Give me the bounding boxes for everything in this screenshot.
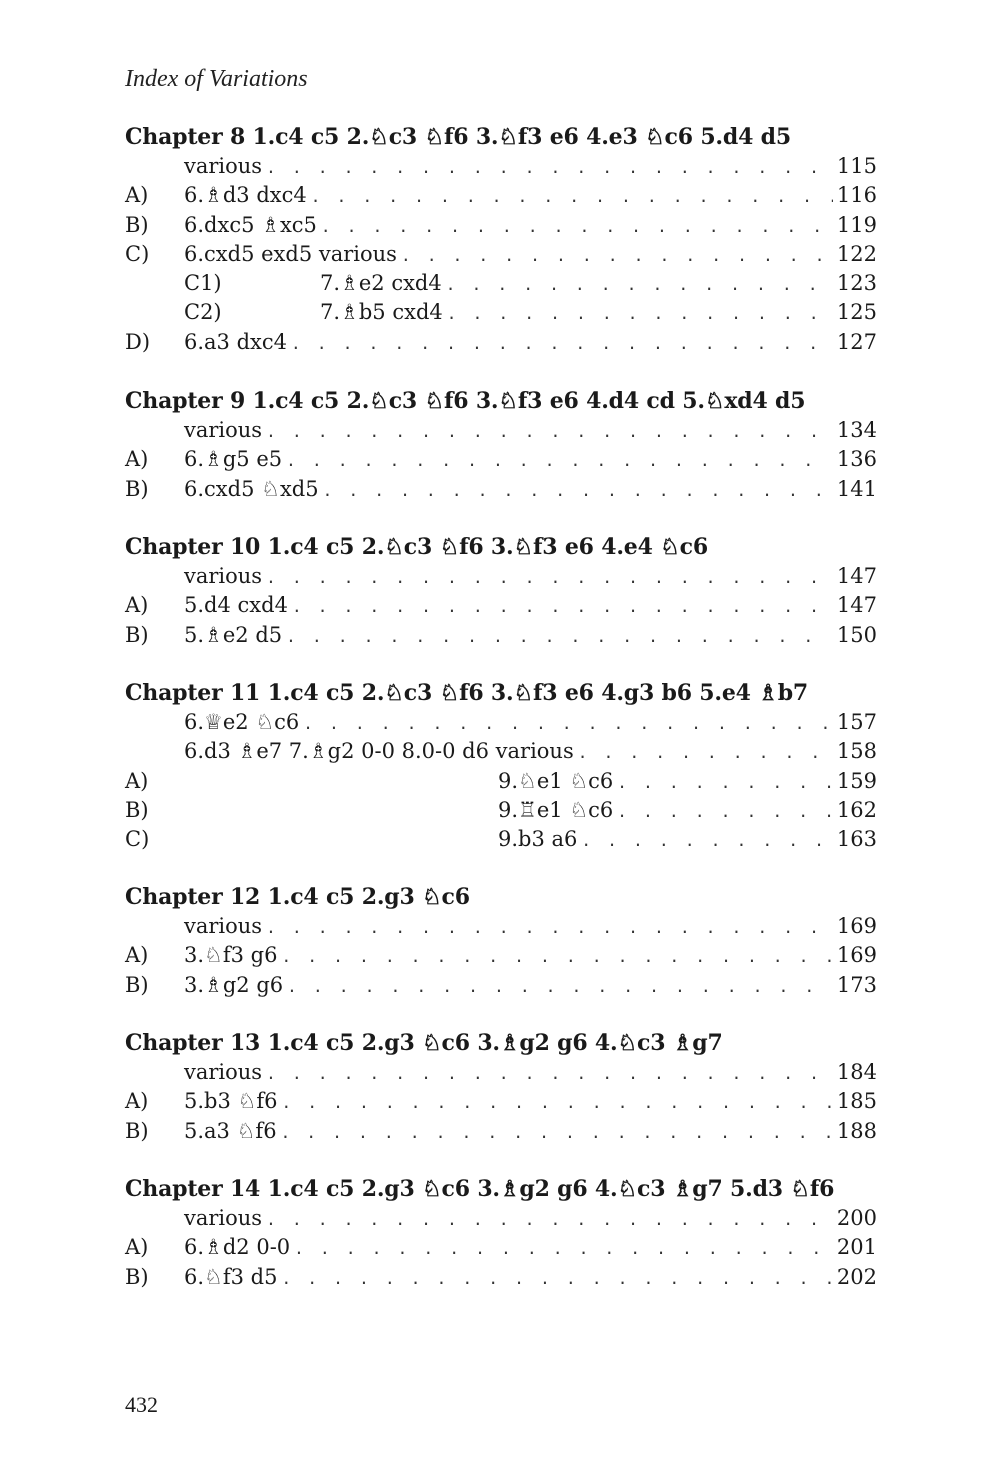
- entry-line: [184, 737, 877, 767]
- move-sequence: various: [184, 1206, 263, 1230]
- index-entry: [125, 152, 877, 181]
- variation-letter: A): [125, 1089, 149, 1114]
- variation-letter: A): [125, 447, 149, 472]
- move-sequence: 6.a3 dxc4: [184, 329, 288, 354]
- dot-leader: [281, 1088, 832, 1117]
- index-entry: [125, 181, 877, 210]
- move-sequence: 6.♗d2 0-0: [184, 1235, 291, 1260]
- index-entry: [125, 328, 877, 357]
- page-reference: 150: [836, 622, 877, 647]
- page-reference: 147: [836, 564, 877, 588]
- dot-leader: [281, 1118, 833, 1147]
- dot-leader: [266, 417, 833, 446]
- entry-line: [184, 1204, 877, 1234]
- chapter-heading: Chapter 13 1.c4 c5 2.g3 ♘c6 3.♗g2 g6 4.♘c3 ♗g7: [125, 1030, 723, 1056]
- entry-line: [498, 767, 877, 797]
- dot-leader: [286, 446, 833, 475]
- entry-line: [184, 971, 877, 1001]
- dot-leader: [321, 212, 833, 241]
- index-entry: [125, 737, 877, 766]
- entry-line: [184, 1058, 877, 1088]
- dot-leader: [578, 738, 833, 767]
- dot-leader: [292, 592, 833, 621]
- index-entry: [125, 562, 877, 591]
- entry-line: [184, 1087, 877, 1117]
- page-reference: 169: [836, 943, 877, 968]
- move-sequence: 6.d3 ♗e7 7.♗g2 0-0 8.0-0 d6 various: [184, 739, 574, 764]
- page-reference: 136: [836, 447, 877, 472]
- page-reference: 116: [836, 183, 877, 208]
- chapter-heading: Chapter 11 1.c4 c5 2.♘c3 ♘f6 3.♘f3 e6 4.g3 b6 5.e4 ♗b7: [125, 680, 809, 706]
- move-sequence: various: [184, 564, 263, 588]
- entry-line: [184, 445, 877, 475]
- sub-variation-label: C1): [184, 271, 222, 296]
- index-entry: [125, 941, 877, 970]
- variation-letter: A): [125, 768, 149, 793]
- move-sequence: various: [184, 1060, 263, 1084]
- page-reference: 159: [836, 768, 877, 793]
- dot-leader: [281, 1264, 832, 1293]
- chapter-section: [125, 532, 877, 650]
- index-entry: [125, 1204, 877, 1233]
- dot-leader: [266, 563, 833, 592]
- index-entry: [125, 825, 877, 854]
- index-entry: [125, 416, 877, 445]
- move-sequence: 6.dxc5 ♗xc5: [184, 212, 317, 237]
- entry-line: [184, 211, 877, 241]
- move-sequence: 7.♗b5 cxd4: [320, 300, 443, 325]
- index-entry: [125, 1263, 877, 1292]
- page-reference: 200: [836, 1206, 877, 1230]
- entry-line: [184, 562, 877, 592]
- dot-leader: [286, 622, 833, 651]
- chapter-heading: Chapter 10 1.c4 c5 2.♘c3 ♘f6 3.♘f3 e6 4.e4 ♘c6: [125, 534, 708, 560]
- page-reference: 115: [836, 154, 877, 178]
- move-sequence: 5.d4 cxd4: [184, 593, 288, 618]
- move-sequence: 5.b3 ♘f6: [184, 1089, 278, 1114]
- index-entry: [125, 240, 877, 269]
- index-entry: [125, 971, 877, 1000]
- variation-letter: D): [125, 329, 151, 354]
- page-reference: 184: [836, 1060, 877, 1084]
- page-reference: 119: [836, 212, 877, 237]
- entry-line: [184, 941, 877, 971]
- dot-leader: [401, 241, 833, 270]
- dot-leader: [617, 768, 833, 797]
- move-sequence: 9.♘e1 ♘c6: [498, 768, 614, 793]
- variation-letter: B): [125, 1264, 149, 1289]
- entry-line: [184, 475, 877, 505]
- index-entry: [125, 1058, 877, 1087]
- move-sequence: 5.♗e2 d5: [184, 622, 283, 647]
- entry-line: [184, 416, 877, 446]
- index-entry: [125, 591, 877, 620]
- page-reference: 127: [836, 329, 877, 354]
- dot-leader: [294, 1234, 833, 1263]
- move-sequence: 3.♗g2 g6: [184, 972, 284, 997]
- dot-leader: [447, 299, 833, 328]
- move-sequence: various: [184, 418, 263, 442]
- chapter-heading: Chapter 8 1.c4 c5 2.♘c3 ♘f6 3.♘f3 e6 4.e3 ♘c6 5.d4 d5: [125, 124, 791, 150]
- index-entry: [125, 211, 877, 240]
- chapter-heading: Chapter 9 1.c4 c5 2.♘c3 ♘f6 3.♘f3 e6 4.d4 cd 5.♘xd4 d5: [125, 388, 806, 414]
- variation-letter: B): [125, 972, 149, 997]
- dot-leader: [266, 1205, 833, 1234]
- variation-letter: A): [125, 943, 149, 968]
- variation-letter: B): [125, 1118, 149, 1143]
- chapter-section: [125, 1028, 877, 1146]
- index-entry: [125, 445, 877, 474]
- page-reference: 188: [836, 1118, 877, 1143]
- index-entry: [125, 796, 877, 825]
- index-entry: [125, 298, 877, 327]
- move-sequence: 5.a3 ♘f6: [184, 1118, 277, 1143]
- variation-letter: C): [125, 241, 150, 266]
- variation-letter: B): [125, 797, 149, 822]
- move-sequence: various: [184, 914, 263, 938]
- chapter-section: [125, 882, 877, 1000]
- variation-letter: B): [125, 212, 149, 237]
- chapter-section: [125, 386, 877, 504]
- dot-leader: [303, 709, 833, 738]
- index-entry: [125, 269, 877, 298]
- entry-line: [184, 621, 877, 651]
- running-head: Index of Variations: [125, 66, 308, 92]
- move-sequence: 9.♖e1 ♘c6: [498, 797, 614, 822]
- move-sequence: various: [184, 154, 263, 178]
- chapter-heading: Chapter 14 1.c4 c5 2.g3 ♘c6 3.♗g2 g6 4.♘c3 ♗g7 5.d3 ♘f6: [125, 1176, 835, 1202]
- page-reference: 158: [836, 739, 877, 764]
- dot-leader: [311, 182, 833, 211]
- page-reference: 185: [836, 1089, 877, 1114]
- chapter-section: [125, 678, 877, 854]
- entry-line: [184, 240, 877, 270]
- move-sequence: 7.♗e2 cxd4: [320, 271, 442, 296]
- page-reference: 141: [836, 476, 877, 501]
- dot-leader: [266, 913, 833, 942]
- index-entry: [125, 1087, 877, 1116]
- page-reference: 157: [836, 710, 877, 734]
- variation-letter: A): [125, 1235, 149, 1260]
- dot-leader: [446, 270, 833, 299]
- entry-line: [184, 1233, 877, 1263]
- entry-line: [184, 591, 877, 621]
- move-sequence: 6.♗g5 e5: [184, 447, 283, 472]
- entry-line: [184, 328, 877, 358]
- move-sequence: 6.cxd5 exd5 various: [184, 241, 397, 266]
- page-reference: 201: [836, 1235, 877, 1260]
- move-sequence: 6.♘f3 d5: [184, 1264, 278, 1289]
- page-reference: 147: [836, 593, 877, 618]
- variation-letter: A): [125, 593, 149, 618]
- dot-leader: [287, 972, 833, 1001]
- chapter-section: [125, 122, 877, 357]
- move-sequence: 6.cxd5 ♘xd5: [184, 476, 319, 501]
- dot-leader: [323, 476, 833, 505]
- move-sequence: 6.♕e2 ♘c6: [184, 710, 300, 734]
- dot-leader: [281, 942, 832, 971]
- dot-leader: [291, 329, 833, 358]
- page-reference: 122: [836, 241, 877, 266]
- entry-line: [498, 825, 877, 855]
- dot-leader: [617, 797, 833, 826]
- sub-variation-label: C2): [184, 300, 222, 325]
- page-number: 432: [125, 1392, 158, 1417]
- variation-letter: B): [125, 476, 149, 501]
- entry-line: [320, 298, 877, 328]
- entry-line: [184, 1263, 877, 1293]
- entry-line: [184, 152, 877, 182]
- index-entry: [125, 912, 877, 941]
- index-entry: [125, 621, 877, 650]
- page-reference: 173: [836, 972, 877, 997]
- move-sequence: 9.b3 a6: [498, 827, 578, 852]
- index-entry: [125, 1117, 877, 1146]
- dot-leader: [266, 1059, 833, 1088]
- variation-letter: B): [125, 622, 149, 647]
- entry-line: [320, 269, 877, 299]
- variation-letter: A): [125, 183, 149, 208]
- page-reference: 163: [836, 827, 877, 852]
- entry-line: [184, 1117, 877, 1147]
- move-sequence: 6.♗d3 dxc4: [184, 183, 307, 208]
- index-entry: [125, 708, 877, 737]
- page-reference: 202: [836, 1264, 877, 1289]
- page-reference: 134: [836, 418, 877, 442]
- entry-line: [184, 912, 877, 942]
- entry-line: [184, 708, 877, 738]
- page-reference: 169: [836, 914, 877, 938]
- variation-letter: C): [125, 827, 150, 852]
- chapter-heading: Chapter 12 1.c4 c5 2.g3 ♘c6: [125, 884, 470, 910]
- page-reference: 125: [836, 300, 877, 325]
- dot-leader: [581, 826, 833, 855]
- entry-line: [184, 181, 877, 211]
- chapter-section: [125, 1174, 877, 1292]
- page-reference: 162: [836, 797, 877, 822]
- page-reference: 123: [836, 271, 877, 296]
- index-entry: [125, 475, 877, 504]
- index-entry: [125, 767, 877, 796]
- move-sequence: 3.♘f3 g6: [184, 943, 278, 968]
- dot-leader: [266, 153, 833, 182]
- entry-line: [498, 796, 877, 826]
- book-page: [125, 0, 877, 1483]
- index-entry: [125, 1233, 877, 1262]
